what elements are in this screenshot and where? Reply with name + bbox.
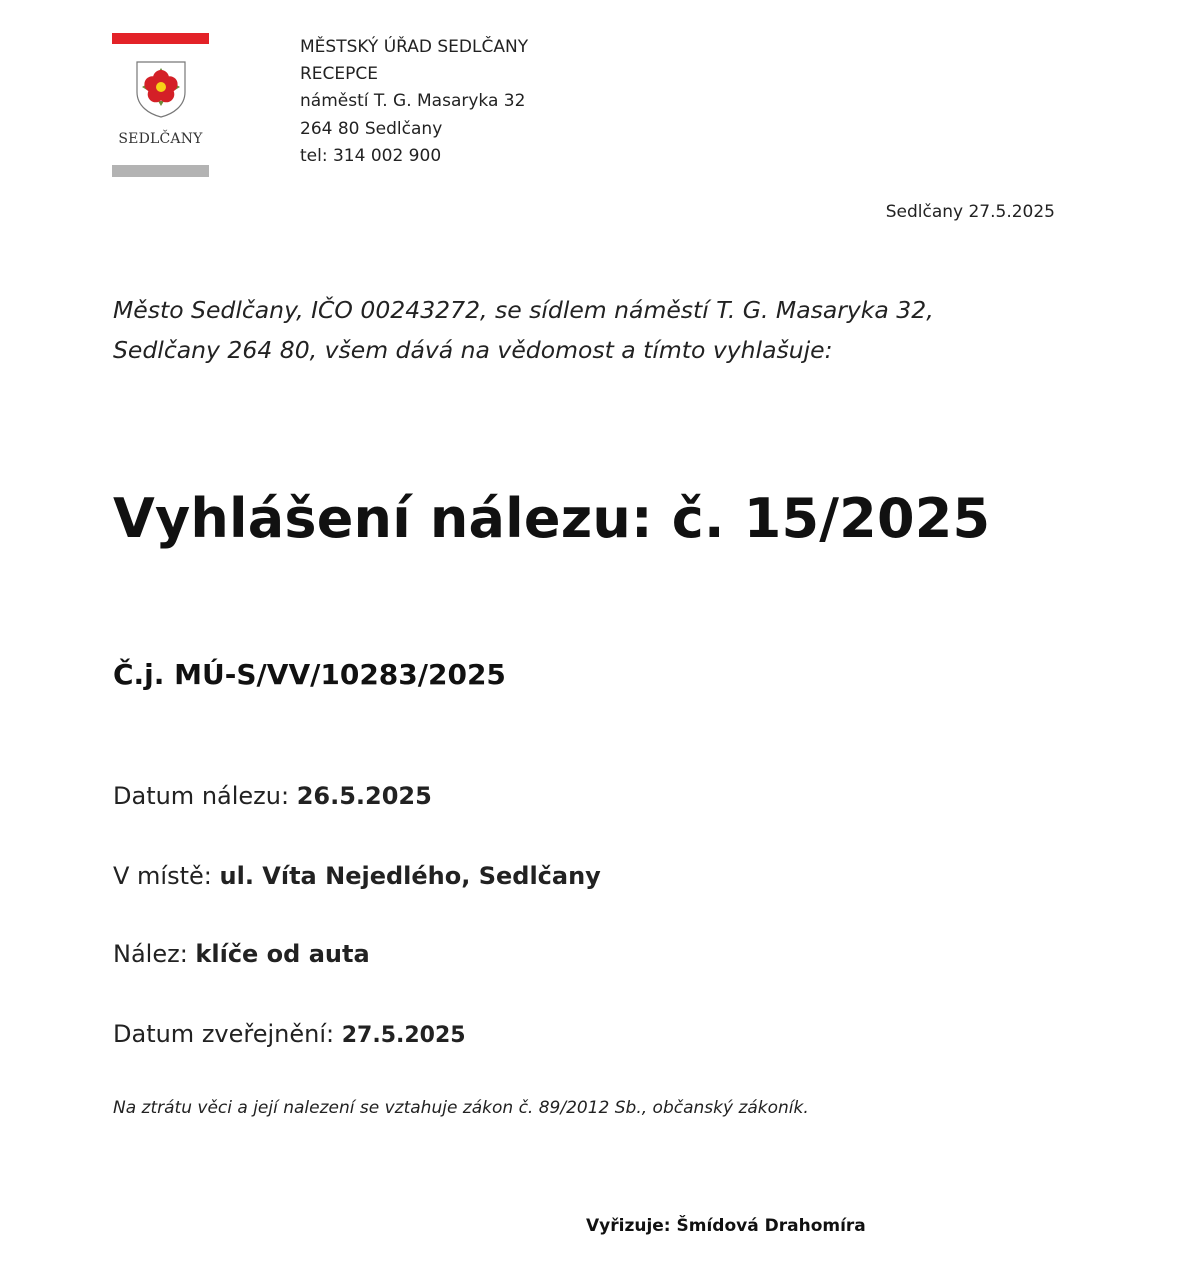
law-note: Na ztrátu věci a její nalezení se vztahuje zákon č. 89/2012 Sb., občanský zákoník. (113, 1098, 809, 1118)
field-value: 27.5.2025 (341, 1023, 466, 1048)
field-value: 26.5.2025 (296, 782, 432, 810)
place-date: Sedlčany 27.5.2025 (885, 202, 1055, 222)
header-department: RECEPCE (300, 64, 379, 84)
header-city: 264 80 Sedlčany (300, 119, 443, 139)
field-value: ul. Víta Nejedlého, Sedlčany (219, 862, 601, 890)
intro-line-1: Město Sedlčany, IČO 00243272, se sídlem náměstí T. G. Masaryka 32, (113, 296, 934, 324)
header-street: náměstí T. G. Masaryka 32 (300, 91, 526, 111)
field-label: Datum zveřejnění: (113, 1020, 342, 1048)
field-found-item (113, 940, 370, 968)
rose-shield-icon (135, 60, 187, 118)
logo-city-name: SEDLČANY (118, 131, 203, 147)
handler: Vyřizuje: Šmídová Drahomíra (586, 1216, 866, 1236)
logo-red-bar (112, 33, 209, 44)
field-label: V místě: (113, 862, 220, 890)
field-location (113, 862, 601, 890)
document-title: Vyhlášení nálezu: č. 15/2025 (113, 487, 991, 550)
intro-text (113, 290, 934, 370)
field-label: Datum nálezu: (113, 782, 297, 810)
reference-number: Č.j. MÚ-S/VV/10283/2025 (113, 658, 506, 691)
city-logo (112, 33, 210, 178)
logo-grey-bar (112, 165, 209, 177)
field-label: Nález: (113, 940, 196, 968)
field-found-date (113, 782, 432, 810)
field-publish-date (113, 1020, 466, 1048)
field-value: klíče od auta (195, 940, 370, 968)
header-office: MĚSTSKÝ ÚŘAD SEDLČANY (300, 37, 529, 57)
intro-line-2: Sedlčany 264 80, všem dává na vědomost a tímto vyhlašuje: (113, 336, 833, 364)
header-phone: tel: 314 002 900 (300, 146, 442, 166)
